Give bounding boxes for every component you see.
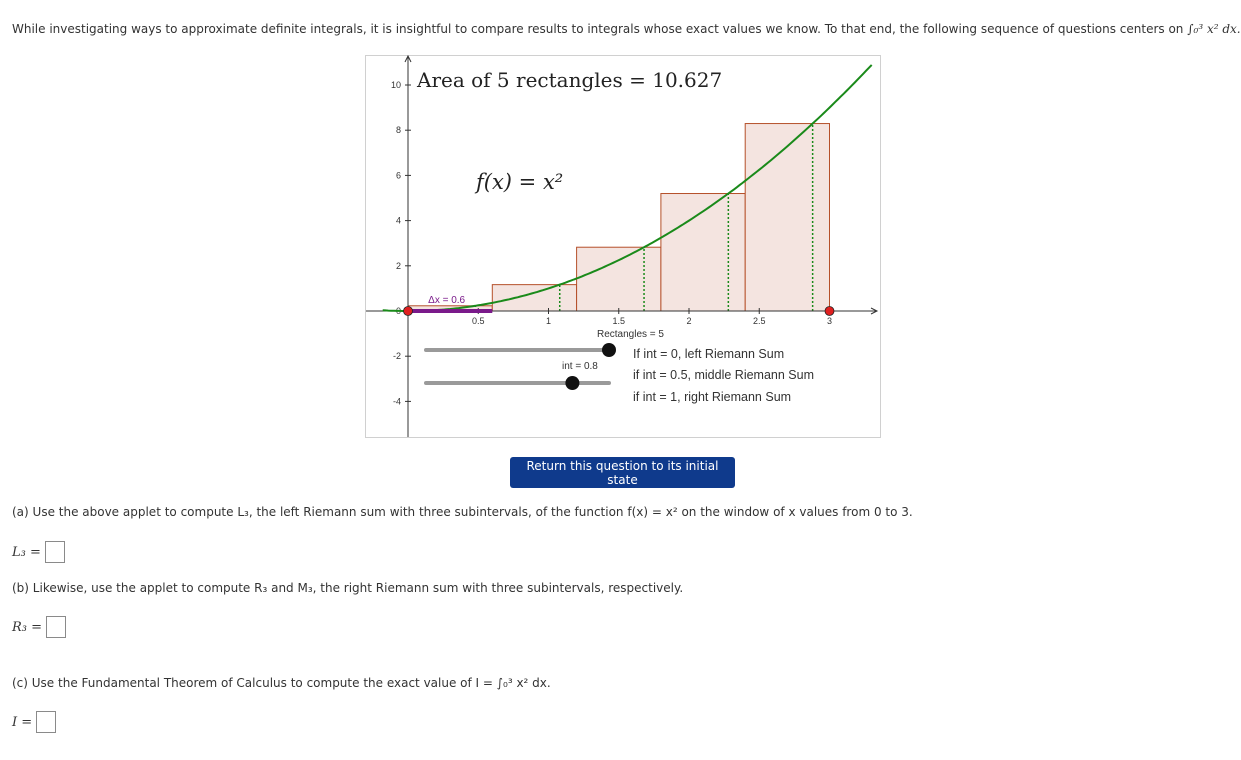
int-slider-knob[interactable]	[565, 376, 579, 390]
riemann-rectangle	[745, 124, 829, 311]
part-c-answer-label: I =	[12, 714, 33, 730]
part-c-answer	[12, 711, 56, 733]
x-tick-label: 2	[686, 316, 692, 326]
x-tick-label: 1.5	[612, 316, 626, 326]
y-tick-label: 10	[390, 80, 401, 90]
i-input[interactable]	[36, 711, 56, 733]
applet-title: Area of 5 rectangles = 10.627	[417, 68, 723, 92]
reset-question-button[interactable]: Return this question to its initial state	[510, 457, 735, 488]
riemann-rectangle	[577, 247, 661, 311]
intro-text	[12, 22, 1241, 36]
riemann-sum-applet[interactable]	[365, 55, 881, 438]
part-a-answer	[12, 541, 65, 563]
part-a-answer-label: L₃ =	[12, 544, 41, 560]
rectangles-slider-knob[interactable]	[602, 343, 616, 357]
function-label: f(x) = x²	[476, 170, 564, 194]
x-tick-label: 1	[545, 316, 552, 326]
part-b-answer	[12, 616, 66, 638]
int-slider[interactable]	[426, 376, 609, 390]
intro-integral: ∫₀³ x² dx.	[1187, 22, 1241, 36]
l3-input[interactable]	[45, 541, 65, 563]
part-c-text: (c) Use the Fundamental Theorem of Calculus to compute the exact value of I = ∫₀³ x² dx.	[12, 676, 551, 690]
y-tick-label: -2	[392, 351, 401, 362]
rectangles-slider[interactable]	[426, 343, 616, 357]
y-tick-label: 2	[395, 260, 401, 271]
y-tick-label: 4	[395, 215, 401, 226]
x-tick-label: 3	[826, 316, 833, 326]
delta-x-label: Δx = 0.6	[428, 295, 466, 306]
part-a-text: (a) Use the above applet to compute L₃, the left Riemann sum with three subintervals, of the function f(x) = x² on the window of x values from 0 to 3.	[12, 505, 913, 519]
part-b-answer-label: R₃ =	[12, 619, 43, 635]
endpoint-marker[interactable]	[404, 307, 413, 316]
y-tick-label: -4	[392, 396, 401, 407]
info-left-sum: If int = 0, left Riemann Sum	[633, 347, 785, 361]
riemann-rectangle	[492, 285, 576, 311]
part-b-text: (b) Likewise, use the applet to compute R₃ and M₃, the right Riemann sum with three subintervals, respectively.	[12, 581, 684, 595]
int-label: int = 0.8	[562, 361, 598, 372]
x-tick-label: 0.5	[471, 316, 485, 326]
x-tick-label: 2.5	[752, 316, 766, 326]
intro-sentence: While investigating ways to approximate definite integrals, it is insightful to compare results to integrals whose exact values we know. To that end, the following sequence of questions centers on	[12, 22, 1184, 36]
y-tick-label: 8	[395, 125, 401, 136]
endpoint-marker[interactable]	[825, 307, 834, 316]
y-tick-label: 6	[395, 170, 401, 181]
applet-canvas[interactable]	[366, 56, 880, 437]
rectangles-label: Rectangles = 5	[597, 329, 664, 340]
y-tick-label: 0	[395, 306, 401, 316]
info-right-sum: if int = 1, right Riemann Sum	[633, 390, 792, 404]
r3-input[interactable]	[46, 616, 66, 638]
info-middle-sum: if int = 0.5, middle Riemann Sum	[633, 368, 814, 382]
